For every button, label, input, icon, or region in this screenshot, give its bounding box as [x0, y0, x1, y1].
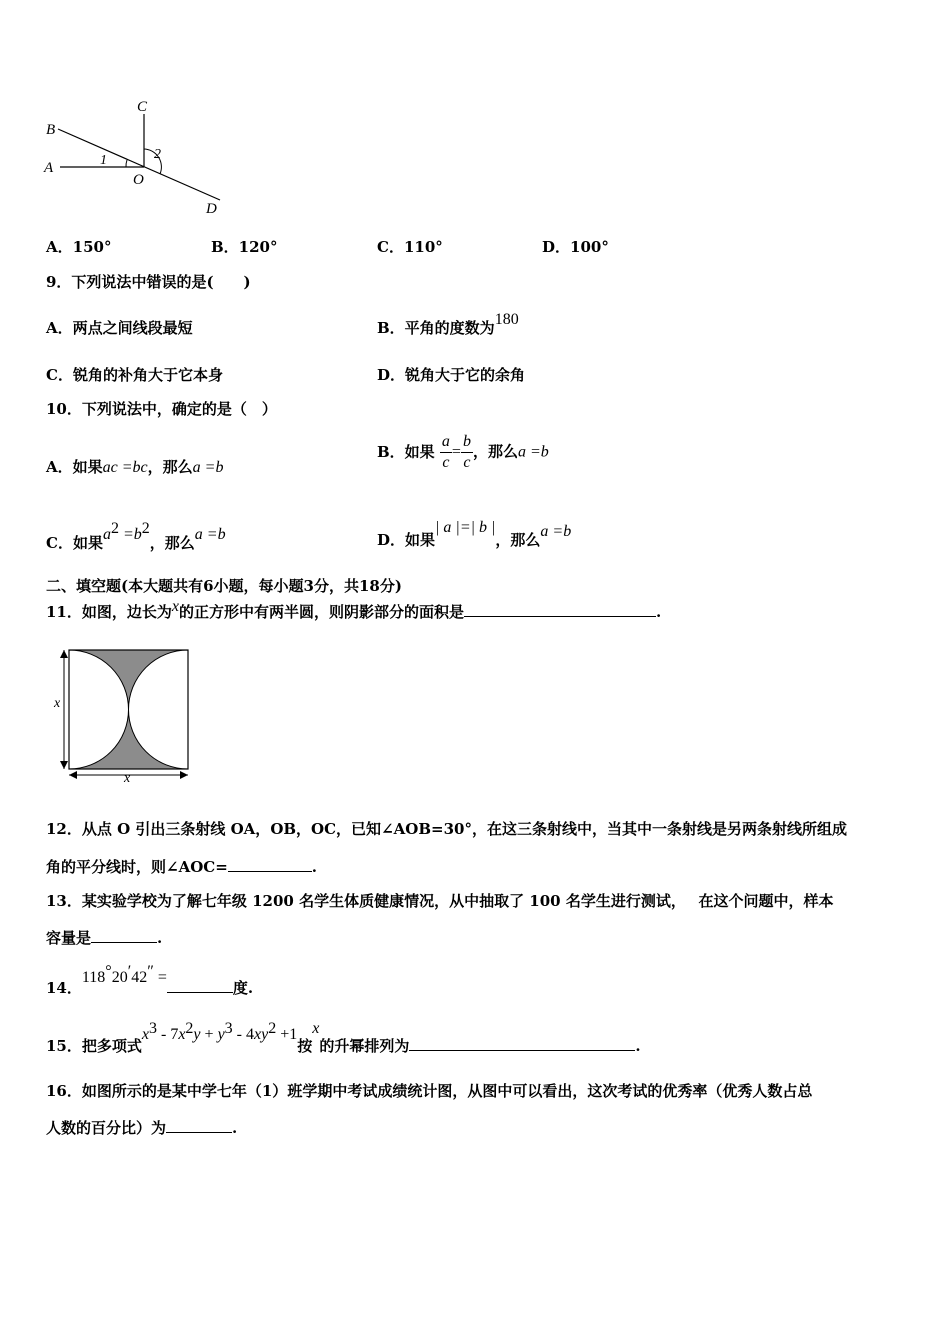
- q10-a-res: a =b: [192, 459, 224, 476]
- q14-answer-blank[interactable]: [167, 978, 233, 993]
- q15-answer-blank[interactable]: [409, 1036, 635, 1051]
- q9-option-b-text: B．平角的度数为: [377, 319, 495, 337]
- label-2: 2: [154, 147, 161, 162]
- label-o: O: [133, 172, 144, 188]
- label-1: 1: [100, 153, 107, 168]
- q10-c-res: a =b: [194, 526, 226, 543]
- q10-a-if: A．如果: [46, 458, 103, 476]
- q14: 14．118°20′42″ =度.: [46, 963, 254, 997]
- q10-d-cond: | a |=| b |: [435, 519, 496, 536]
- label-a: A: [44, 160, 54, 176]
- q13-line1: 13．某实验学校为了解七年级 1200 名学生体质健康情况，从中抽取了 100 名学生进行测试， 在这个问题中，样本: [46, 892, 834, 910]
- q10-option-c[interactable]: C．如果$a^2 =b^2$，那么a =b: [46, 520, 226, 552]
- q10-a-then: ，那么: [147, 458, 193, 476]
- q10-d-then: ，那么: [495, 531, 541, 549]
- q10-option-b[interactable]: [377, 432, 549, 473]
- q8-option-b[interactable]: B．120°: [211, 238, 278, 256]
- bottom-label: x: [124, 771, 131, 785]
- angle-figure: [40, 96, 240, 220]
- q10-d-res: a =b: [540, 523, 572, 540]
- label-c: C: [137, 99, 148, 115]
- q10-c-then: ，那么: [149, 534, 195, 552]
- q11-answer-blank[interactable]: [464, 602, 656, 617]
- q9-option-d[interactable]: D．锐角大于它的余角: [377, 366, 526, 384]
- label-d: D: [206, 201, 217, 217]
- label-b: B: [46, 122, 56, 138]
- q10-c-if: C．如果: [46, 534, 103, 552]
- q10-b-if: B．如果: [377, 442, 435, 461]
- q8-option-a[interactable]: A．150°: [46, 238, 112, 256]
- q11-var: x: [171, 598, 179, 615]
- q16-line2: 人数的百分比）为 .: [46, 1119, 238, 1137]
- q8-option-c[interactable]: C．110°: [377, 238, 443, 256]
- square-semicircles-figure: [50, 645, 195, 785]
- q12-line2: 角的平分线时，则∠AOC= .: [46, 858, 318, 876]
- q10-c-a: a: [102, 526, 111, 543]
- q10-b-frac1: $\frac{a}{c}$: [441, 433, 450, 471]
- q9-option-b[interactable]: [377, 308, 519, 337]
- q11-stem: 11．如图，边长为$^x$的正方形中有两半圆，则阴影部分的面积是 .: [46, 598, 662, 621]
- q10-option-d[interactable]: [377, 516, 572, 549]
- q10-stem: 10．下列说法中，确定的是（ ）: [46, 400, 277, 418]
- line-bd: [58, 129, 220, 200]
- q16-line1: 16．如图所示的是某中学七年（1）班学期中考试成绩统计图，从图中可以看出，这次考试的优秀率（优秀人数占总: [46, 1082, 813, 1100]
- q10-option-a[interactable]: [46, 456, 223, 477]
- q9-stem: 9．下列说法中错误的是( ): [46, 273, 251, 291]
- q10-a-cond: ac =bc: [102, 459, 148, 476]
- q9-option-b-math: 180: [494, 311, 519, 328]
- q10-b-res: a =b: [517, 443, 549, 461]
- q12-answer-blank[interactable]: [228, 857, 312, 872]
- q9-option-c[interactable]: C．锐角的补角大于它本身: [46, 366, 223, 384]
- q10-b-then: ，那么: [472, 442, 518, 461]
- section-title: 二、填空题(本大题共有6小题，每小题3分，共18分): [46, 577, 402, 595]
- side-label: x: [54, 696, 61, 711]
- q10-d-if: D．如果: [377, 531, 436, 549]
- q15: 15．把多项式$x^3 - 7x^2y + y^3 - 4xy^2 +1$按$^x$的升幂排列为 .: [46, 1020, 641, 1055]
- q10-b-frac2: $\frac{b}{c}$: [462, 433, 471, 471]
- q12-line1: 12．从点 O 引出三条射线 OA，OB，OC，已知∠AOB=30°，在这三条射线中，当其中一条射线是另两条射线所组成: [46, 820, 847, 838]
- q8-option-d[interactable]: D．100°: [542, 238, 609, 256]
- q13-answer-blank[interactable]: [91, 928, 157, 943]
- angle-1-arc: [126, 160, 127, 167]
- q10-b-eq: =: [451, 443, 461, 461]
- q9-option-a[interactable]: A．两点之间线段最短: [46, 319, 193, 337]
- q13-line2: 容量是 .: [46, 929, 163, 947]
- q16-answer-blank[interactable]: [166, 1118, 232, 1133]
